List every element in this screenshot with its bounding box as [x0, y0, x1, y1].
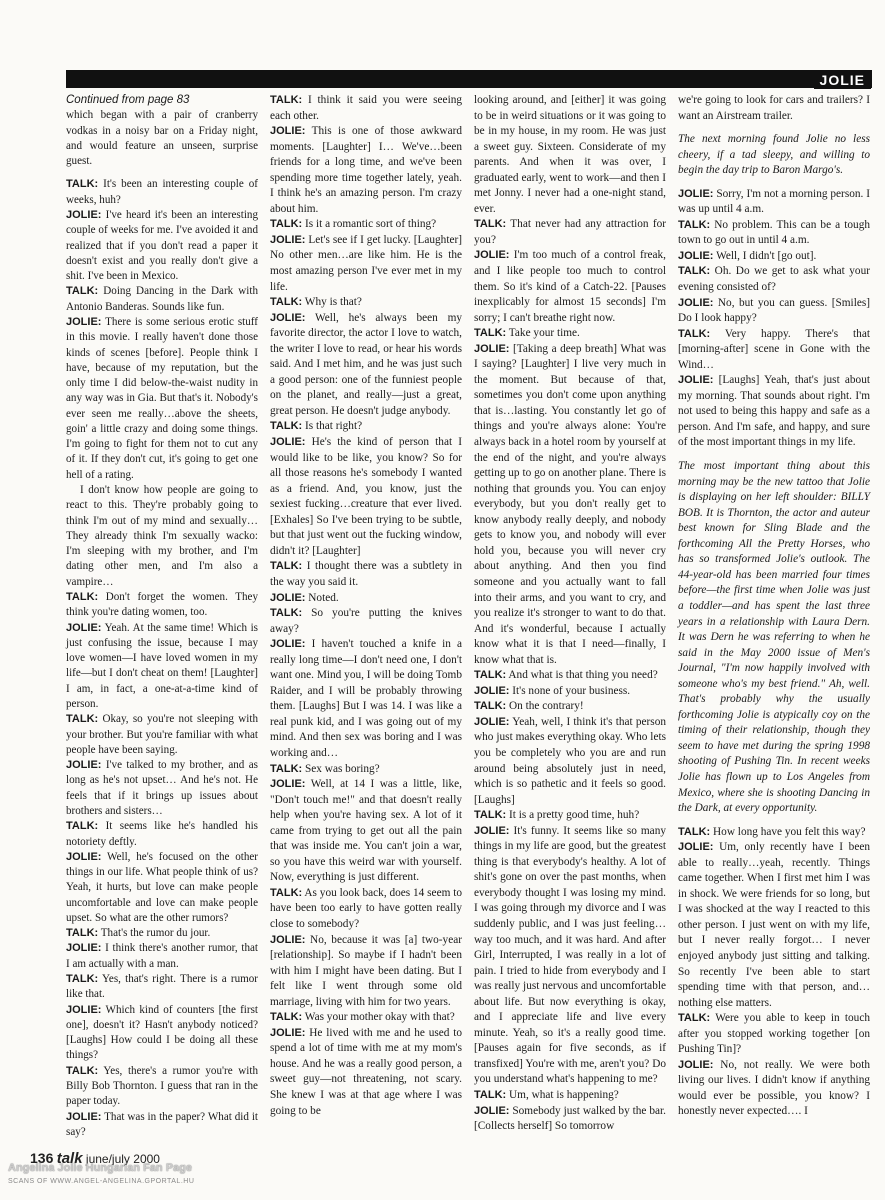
speaker-label: JOLIE: — [678, 841, 714, 854]
speech-text: That never had any attraction for you? — [474, 218, 666, 246]
paragraph — [270, 886, 462, 933]
paragraph — [66, 1003, 258, 1064]
paragraph — [678, 1058, 870, 1120]
paragraph: we're going to look for cars and trailers? I want an Airstream trailer. — [678, 94, 870, 122]
speech-text: As you look back, does 14 seem to have been too early to have gotten really close to somebody? — [270, 886, 462, 930]
speech-text: Is it a romantic sort of thing? — [302, 218, 437, 231]
speaker-label: TALK: — [270, 218, 303, 231]
speaker-label: TALK: — [270, 886, 303, 899]
speech-text: No, but you can guess. [Smiles] Do I look happy? — [678, 296, 870, 325]
paragraph — [66, 177, 258, 208]
paragraph — [474, 668, 666, 684]
paragraph — [678, 327, 870, 374]
paragraph — [66, 284, 258, 315]
paragraph — [270, 295, 462, 311]
speaker-label: JOLIE: — [270, 591, 306, 604]
speaker-label: JOLIE: — [270, 436, 306, 449]
speaker-label: TALK: — [678, 1012, 711, 1025]
speaker-label: TALK: — [678, 265, 711, 278]
paragraph — [66, 1064, 258, 1110]
paragraph — [66, 758, 258, 819]
speaker-label: TALK: — [66, 820, 99, 833]
paragraph — [678, 187, 870, 218]
speaker-label: JOLIE: — [270, 778, 306, 791]
paragraph — [270, 933, 462, 1011]
speech-text: It's funny. It seems like so many things in my life are good, but the greatest thing is that everybody's healthy. A lot of shit's gone on over the past months, when everybody thought I was losing my mind. I was going through my divorce and I was suddenly public, and I was just feeling…way too much, and it was hard. And after Girl, Interrupted, I was really in a lot of pain. I tried to hide from everybody and I was really just nervous and uncomfortable about life. But now everything is okay, and I appreciate life and live every minute. Yeah, so it's a really good time. [Pauses again for five seconds, as if transfixed] You're with me, aren't you? Do you understand what's happening to me? — [474, 824, 666, 1086]
header-rule — [66, 70, 872, 88]
paragraph — [270, 1010, 462, 1026]
speech-text: So you're putting the knives away? — [270, 607, 462, 635]
section-tag: JOLIE — [814, 71, 871, 89]
paragraph — [678, 218, 870, 249]
paragraph — [66, 850, 258, 926]
paragraph: which began with a pair of cranberry vodkas in a noisy bar on a Friday night, and would feature an unseen, surprise guest. — [66, 109, 258, 168]
paragraph — [66, 590, 258, 621]
paragraph — [66, 972, 258, 1003]
speech-text: I'm too much of a control freak, and I like people too much to control them. So it's kind of a Catch-22. [Pauses inexplicably for almost 15 seconds] I'm sorry; I can't breathe right now. — [474, 249, 666, 324]
paragraph — [678, 1011, 870, 1058]
speaker-label: JOLIE: — [474, 824, 510, 837]
speaker-label: JOLIE: — [270, 125, 306, 138]
paragraph — [270, 591, 462, 607]
speaker-label: TALK: — [270, 1011, 303, 1024]
speaker-label: TALK: — [270, 296, 303, 309]
paragraph: The most important thing about this morning may be the new tattoo that Jolie is displaying on her left shoulder: BILLY BOB. It is Thornton, the actor and auteur best known for Sling Blade and the forthcoming All the Pretty Horses, who has so transformed Jolie's outlook. The 44-year-old has been married four times before—the first time when Jolie was just a toddler—and has spent the last three years in a relationship with Laura Dern. It was Dern he was referring to when he said in the May 2000 issue of Men's Journal, "I'm now happily involved with someone who's my best friend." Ah, well. That's probably why the usually forthcoming Jolie is atypically coy on the timing of their relationship, though they seem to have met during the spring 1998 shooting of Pushing Tin. In recent weeks Jolie has flown up to Los Angeles from Mexico, where she is shooting Dancing in the Dark, at every opportunity. — [678, 460, 870, 815]
speech-text: And what is that thing you need? — [506, 669, 658, 682]
speaker-label: TALK: — [474, 700, 507, 713]
paragraph — [270, 124, 462, 217]
speaker-label: JOLIE: — [474, 715, 510, 728]
speaker-label: JOLIE: — [474, 684, 510, 697]
paragraph — [270, 419, 462, 435]
speech-text: Well, he's focused on the other things in our life. What people think of us? Yeah, it hurts, but love can make people uncomfortable and love can make people upset. So what are the other rumors? — [66, 850, 258, 924]
speech-text: It's none of your business. — [509, 684, 631, 697]
speaker-label: JOLIE: — [66, 315, 102, 328]
speaker-label: JOLIE: — [474, 249, 510, 262]
speech-text: Don't forget the women. They think you're dating women, too. — [66, 591, 258, 619]
paragraph — [66, 621, 258, 713]
speech-text: This is one of those awkward moments. [Laughter] I… We've…been friends for a long time, and we've been spending more time together lately, yeah. I think he's an amazing person. I'm crazy about him. — [270, 125, 462, 215]
speaker-label: JOLIE: — [66, 1110, 102, 1123]
speech-text: I've talked to my brother, and as long as he's not upset… And he's not. He feels that if it brings up issues about brothers and sisters… — [66, 759, 258, 817]
paragraph — [474, 699, 666, 715]
speech-text: There is some serious erotic stuff in this movie. I really haven't done those kinds of scenes [before]. People think I have, because of my reputation, but the only time I did below-the-waist nudity in any way was in Gia. But that's it. Nobody's ever seen me really…above the sheets, goin' a little crazy and doing some things. I'm going to fight for them not to cut any of it. If they don't cut, it's going to get one hell of a rating. — [66, 315, 258, 481]
watermark-url: SCANS OF WWW.ANGEL-ANGELINA.GPORTAL.HU — [8, 1178, 195, 1185]
paragraph — [66, 712, 258, 758]
speech-text: That was in the paper? What did it say? — [66, 1110, 258, 1138]
speaker-label: JOLIE: — [270, 311, 306, 324]
paragraph: The next morning found Jolie no less cheery, if a tad sleepy, and willing to begin the day trip to Baron Margo's. — [678, 133, 870, 177]
paragraph — [270, 559, 462, 590]
speaker-label: TALK: — [474, 809, 507, 822]
paragraph — [270, 311, 462, 420]
paragraph — [66, 315, 258, 483]
speaker-label: JOLIE: — [474, 342, 510, 355]
speaker-label: TALK: — [270, 420, 303, 433]
speaker-label: TALK: — [474, 327, 507, 340]
paragraph — [474, 326, 666, 342]
paragraph — [678, 373, 870, 451]
speech-text: Oh. Do we get to ask what your evening consisted of? — [678, 265, 870, 294]
speaker-label: TALK: — [474, 218, 507, 231]
paragraph — [474, 248, 666, 326]
speech-text: It's been an interesting couple of weeks, huh? — [66, 178, 258, 206]
paragraph — [474, 808, 666, 824]
paragraph — [270, 637, 462, 761]
speech-text: Noted. — [305, 591, 339, 604]
paragraph — [270, 777, 462, 886]
speaker-label: TALK: — [678, 825, 711, 838]
speaker-label: TALK: — [474, 1089, 507, 1101]
speech-text: Um, only recently have I been able to really…yeah, recently. Things came together. When I first met him I was in shock. We were friends for so long, but I was shocked at the way I reacted to this other person. I just went on with my life, but I never really forgot… I never enjoyed anybody just sitting and talking. So recently I've been able to start spending time with that person, and…nothing else matters. — [678, 841, 870, 1009]
speaker-label: TALK: — [66, 285, 99, 298]
paragraph — [270, 1026, 462, 1119]
speech-text: I've heard it's been an interesting couple of weeks for me. I've avoided it and realized that if you don't read a paper it doesn't exist and you really don't give a shit. I've been in Mexico. — [66, 208, 258, 283]
speech-text: Let's see if I get lucky. [Laughter] No other men…are like him. He is the most amazing person I've ever met in my life. — [270, 233, 462, 293]
article-column-2 — [270, 93, 462, 1119]
speech-text: How long have you felt this way? — [710, 825, 866, 838]
article-column-1 — [66, 93, 258, 1140]
speaker-label: TALK: — [66, 591, 99, 603]
speech-text: Sex was boring? — [302, 762, 380, 775]
paragraph — [678, 840, 870, 1011]
paragraph — [66, 208, 258, 284]
speaker-label: TALK: — [678, 218, 711, 231]
speech-text: No, not really. We were both living our lives. I didn't know if anything would ever be possible, you know? I honestly never expected…. I — [678, 1058, 870, 1118]
speech-text: [Taking a deep breath] What was I saying? [Laughter] I live very much in the moment. But because of that, sometimes you don't come upon anything that is…lasting. You constantly let go of things and you're always alone: You're always back in a hotel room by yourself at the end of the night, and you're always getting up to go on another plane. There is nothing that grounds you. You can enjoy everybody, but you don't really get to know anybody really deeply, and nobody gets to know you, and nobody will ever hold you, because you will never cry about anything. And then you find someone and you actually want to fall into their arms, and you want to cry, and you realize it's stronger to want to do that. And it's wonderful, because I actually know what it is that I need—finally, I know what that is. — [474, 342, 666, 666]
speaker-label: JOLIE: — [66, 850, 102, 863]
speech-text: Well, at 14 I was a little, like, "Don't touch me!" and that doesn't really help when you're having sex. A lot of it came from trying to get out all the pain that was inside me. You can't join a war, so you have this weird war with yourself. Now, everything is just different. — [270, 778, 462, 884]
speaker-label: JOLIE: — [66, 621, 102, 634]
speech-text: Well, he's always been my favorite director, the actor I love to watch, the writer I love to read, or hear his words said. And I met him, and he was just such a good person: one of the funniest people on the planet, and really—just a great, great person. He doesn't judge anybody. — [270, 311, 462, 417]
page-number: 136 — [30, 1150, 54, 1166]
speech-text: Take your time. — [506, 327, 580, 340]
speech-text: [Laughs] Yeah, that's just about my morning. That sounds about right. I'm not used to being this happy and safe as a person. And I'm safe, and happy, and sure of the most important things in my life. — [678, 374, 870, 449]
speaker-label: JOLIE: — [678, 374, 714, 387]
speech-text: On the contrary! — [506, 700, 584, 713]
paragraph — [678, 249, 870, 265]
speaker-label: JOLIE: — [270, 1026, 306, 1039]
magazine-name: talk — [56, 1150, 83, 1167]
speech-text: I haven't touched a knife in a really long time—I don't need one, I don't want one. Mind you, I will be doing Tomb Raider, and I will be probably throwing them. [Laughs] But I was 14. I was like a real punk kid, and I was going out of my mind. And then sex was boring and I was working and… — [270, 638, 462, 759]
speaker-label: JOLIE: — [270, 638, 306, 651]
paragraph — [678, 296, 870, 327]
speech-text: He's the kind of person that I would like to be like, you know? So for all those reasons he's somebody I wanted as a friend. And, you know, just the sexiest fucking…creature that ever lived. [Exhales] So I've been trying to be subtle, but that just went out the fucking window, didn't it? [Laughter] — [270, 436, 462, 557]
speaker-label: TALK: — [270, 607, 303, 620]
speaker-label: JOLIE: — [678, 1058, 714, 1071]
article-column-3 — [474, 93, 666, 1135]
speaker-label: TALK: — [66, 713, 99, 726]
paragraph: I don't know how people are going to react to this. They're probably going to think I'm out of my mind and sexually… They already think I'm sexually wacko: I'm sleeping with my brother, and I'm dating other men, and I'm also a vampire… — [66, 484, 258, 588]
speaker-label: TALK: — [66, 178, 99, 191]
paragraph — [474, 217, 666, 248]
speech-text: Somebody just walked by the bar. [Collects herself] So tomorrow — [474, 1104, 666, 1133]
paragraph — [66, 941, 258, 972]
speaker-label: JOLIE: — [66, 759, 102, 772]
speech-text: Very happy. There's that [morning-after] scene in Gone with the Wind… — [678, 327, 870, 371]
speech-text: Was your mother okay with that? — [302, 1011, 455, 1024]
paragraph — [474, 1104, 666, 1135]
speech-text: No, because it was [a] two-year [relationship]. So maybe if I hadn't been with him I might have been dating. But I felt like I went through some old marriage, living with him for two years. — [270, 933, 462, 1008]
article-column-4 — [678, 93, 870, 1120]
watermark-title: Angelina Jolie Hungarian Fan Page — [8, 1162, 192, 1174]
speaker-label: TALK: — [66, 927, 99, 940]
speech-text: Well, I didn't [go out]. — [713, 249, 817, 262]
speaker-label: JOLIE: — [66, 942, 102, 955]
speaker-label: JOLIE: — [678, 296, 714, 309]
speaker-label: JOLIE: — [678, 249, 714, 262]
paragraph: looking around, and [either] it was going to be in weird situations or it was going to be in my house, in my room. He was just a sweet guy. Sixteen. Considerate of my parents. And when it was over, I graduated early, went to work—and then I met Jonny. I never had a one-night stand, ever. — [474, 94, 666, 215]
paragraph — [678, 825, 870, 841]
paragraph — [474, 684, 666, 700]
speech-text: I think it said you were seeing each other. — [270, 94, 462, 122]
paragraph — [270, 233, 462, 295]
speaker-label: JOLIE: — [678, 187, 714, 200]
speech-text: Yes, that's right. There is a rumor like that. — [66, 973, 258, 1001]
speaker-label: JOLIE: — [66, 1003, 102, 1016]
paragraph: Continued from page 83 — [66, 94, 190, 106]
speech-text: Yes, there's a rumor you're with Billy Bob Thornton. I guess that ran in the paper today. — [66, 1064, 258, 1108]
speaker-label: TALK: — [66, 973, 99, 986]
speech-text: Were you able to keep in touch after you stopped working together [on Pushing Tin]? — [678, 1012, 870, 1056]
speech-text: It seems like he's handled his notoriety deftly. — [66, 820, 258, 848]
paragraph — [474, 1088, 666, 1104]
speech-text: He lived with me and he used to spend a lot of time with me at my mom's house. And he was a really good person, a sweet guy—not threatening, not scary. She knew I was at that age where I was going to be — [270, 1026, 462, 1117]
speaker-label: TALK: — [270, 94, 303, 106]
speech-text: Okay, so you're not sleeping with your brother. But you're familiar with what people have been saying. — [66, 713, 258, 756]
speech-text: No problem. This can be a tough town to go out in until 4 a.m. — [678, 218, 870, 247]
speech-text: Yeah. At the same time! Which is just confusing the issue, because I may love women—I have loved women in my life—but I don't cheat on them! [Laughter] I am, in fact, a one-at-a-time kind of person. — [66, 621, 258, 710]
speaker-label: TALK: — [474, 669, 507, 682]
speaker-label: TALK: — [270, 560, 303, 573]
speech-text: Why is that? — [302, 296, 362, 309]
speech-text: Sorry, I'm not a morning person. I was up until 4 a.m. — [678, 187, 870, 216]
speaker-label: JOLIE: — [270, 933, 306, 946]
paragraph — [66, 926, 258, 941]
speech-text: Um, what is happening? — [506, 1089, 619, 1101]
speech-text: Which kind of counters [the first one], doesn't it? Hasn't anybody noticed? [Laughs] How could I be doing all these things? — [66, 1003, 258, 1062]
paragraph — [474, 715, 666, 808]
speech-text: I think there's another rumor, that I am actually with a man. — [66, 942, 258, 970]
paragraph — [270, 762, 462, 778]
speaker-label: TALK: — [66, 1064, 99, 1077]
speech-text: Is that right? — [302, 420, 363, 433]
paragraph — [474, 824, 666, 1088]
speech-text: Yeah, well, I think it's that person who just makes everything okay. Who lets you be completely who you are and run around being absolutely just in need, which is so pathetic and it feels so good. [Laughs] — [474, 715, 666, 806]
speaker-label: TALK: — [270, 762, 303, 775]
speech-text: That's the rumor du jour. — [98, 927, 211, 940]
speaker-label: JOLIE: — [66, 208, 102, 221]
speaker-label: TALK: — [678, 327, 711, 340]
paragraph — [66, 1110, 258, 1141]
paragraph — [270, 435, 462, 559]
speaker-label: JOLIE: — [270, 233, 306, 246]
issue-date: june/july 2000 — [85, 1152, 160, 1166]
paragraph — [270, 606, 462, 637]
speaker-label: JOLIE: — [474, 1104, 510, 1117]
paragraph — [66, 819, 258, 850]
paragraph — [678, 264, 870, 295]
speech-text: Doing Dancing in the Dark with Antonio Banderas. Sounds like fun. — [66, 285, 258, 313]
speech-text: It is a pretty good time, huh? — [506, 809, 640, 822]
paragraph — [474, 342, 666, 668]
speech-text: I thought there was a subtlety in the way you said it. — [270, 560, 462, 588]
paragraph — [270, 93, 462, 124]
paragraph — [270, 217, 462, 233]
